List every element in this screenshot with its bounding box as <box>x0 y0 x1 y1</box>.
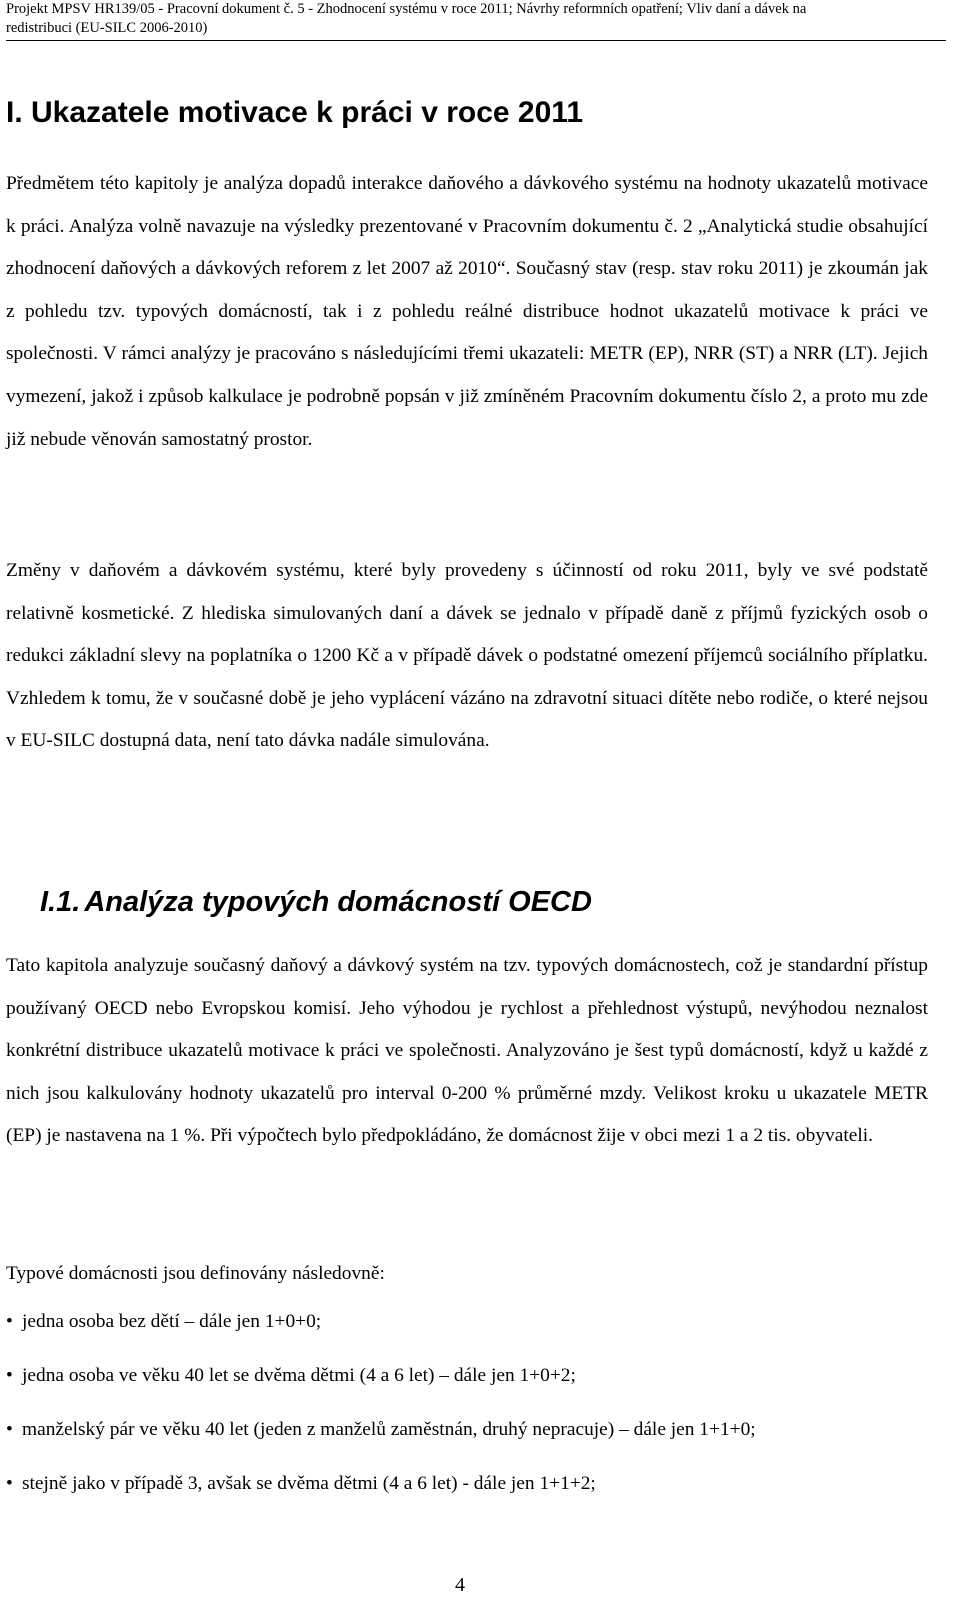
subsection-paragraph-2: Typové domácnosti jsou definovány následovně: <box>6 1263 385 1284</box>
bullet-icon: • <box>6 1473 13 1494</box>
bullet-icon: • <box>6 1311 13 1332</box>
section-paragraph-2: Změny v daňovém a dávkovém systému, které byly provedeny s účinností od roku 2011, byly ve své podstatě relativně kosmetické. Z hlediska simulovaných daní a dávek se jednalo v případě daně z příjmů fyzických osob o redukci základní slevy na poplatníka o 1200 Kč a v případě dávek o podstatné omezení příjemců sociálního příplatku. Vzhledem k tomu, že v současné době je jeho vyplácení vázáno na zdravotní situaci dítěte nebo rodiče, o které nejsou v EU-SILC dostupná data, není tato dávka nadále simulována. <box>6 560 928 752</box>
list-item: • jedna osoba bez dětí – dále jen 1+0+0; <box>6 1311 322 1332</box>
header-line-2: redistribuci (EU-SILC 2006-2010) <box>6 20 208 36</box>
subsection-title <box>40 886 592 919</box>
list-item: • stejně jako v případě 3, avšak se dvěma dětmi (4 a 6 let) - dále jen 1+1+2; <box>6 1473 596 1494</box>
bullet-icon: • <box>6 1365 13 1386</box>
section-paragraph-1: Předmětem této kapitoly je analýza dopadů interakce daňového a dávkového systému na hodnoty ukazatelů motivace k práci. Analýza volně navazuje na výsledky prezentované v Pracovním dokumentu č. 2 „Analytická studie obsahující zhodnocení daňových a dávkových reforem z let 2007 až 2010“. Současný stav (resp. stav roku 2011) je zkoumán jak z pohledu tzv. typových domácností, tak i z pohledu reálné distribuce hodnot ukazatelů motivace k práci ve společnosti. V rámci analýzy je pracováno s následujícími třemi ukazateli: METR (EP), NRR (ST) a NRR (LT). Jejich vymezení, jakož i způsob kalkulace je podrobně popsán v již zmíněném Pracovním dokumentu číslo 2, a proto mu zde již nebude věnován samostatný prostor. <box>6 173 928 450</box>
list-item: • manželský pár ve věku 40 let (jeden z manželů zaměstnán, druhý nepracuje) – dále jen 1+1+0; <box>6 1419 756 1440</box>
subsection-title-text: Analýza typových domácností OECD <box>84 886 592 918</box>
page-number: 4 <box>455 1574 465 1596</box>
household-types-list <box>6 1310 936 1526</box>
bullet-icon: • <box>6 1419 13 1440</box>
running-header <box>6 0 946 41</box>
subsection-number: I.1. <box>40 886 81 918</box>
header-line-1: Projekt MPSV HR139/05 - Pracovní dokument č. 5 - Zhodnocení systému v roce 2011; Návrhy reformních opatření; Vliv daní a dávek na <box>6 1 807 17</box>
list-item: • jedna osoba ve věku 40 let se dvěma dětmi (4 a 6 let) – dále jen 1+0+2; <box>6 1365 576 1386</box>
subsection-paragraph-1: Tato kapitola analyzuje současný daňový a dávkový systém na tzv. typových domácnostech, což je standardní přístup používaný OECD nebo Evropskou komisí. Jeho výhodou je rychlost a přehlednost výstupů, nevýhodou neznalost konkrétní distribuce ukazatelů motivace k práci ve společnosti. Analyzováno je šest typů domácností, když u každé z nich jsou kalkulovány hodnoty ukazatelů pro interval 0-200 % průměrné mzdy. Velikost kroku u ukazatele METR (EP) je nastavena na 1 %. Při výpočtech bylo předpokládáno, že domácnost žije v obci mezi 1 a 2 tis. obyvateli. <box>6 955 928 1147</box>
section-title: I. Ukazatele motivace k práci v roce 2011 <box>6 96 584 129</box>
